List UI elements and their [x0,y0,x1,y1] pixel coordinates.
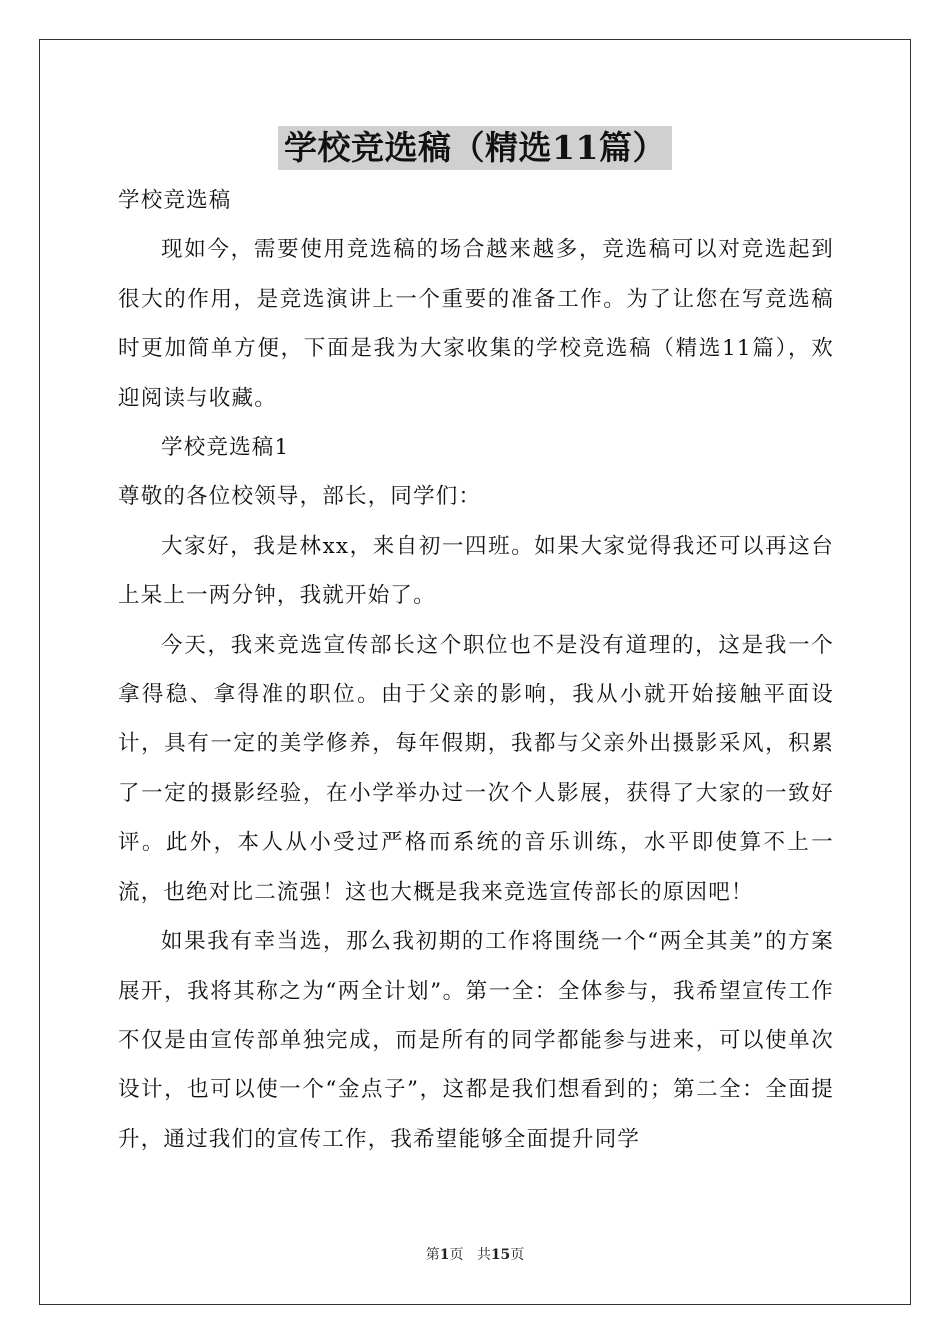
body-paragraph: 学校竞选稿1 [161,435,290,461]
footer-page-prefix: 第 [425,1247,440,1263]
body-paragraph: 如果我有幸当选，那么我初期的工作将围绕一个“两全其美”的方案展开，我将其称之为“两全计划”。第一全：全体参与，我希望宣传工作不仅是由宣传部单独完成，而是所有的同学都能参与进来，可以使单次设计，也可以使一个“金点子”，这都是我们想看到的；第二全：全面提升，通过我们的宣传工作，我希望能够全面提升同学 [118,929,834,1152]
body-paragraph: 尊敬的各位校领导，部长，同学们： [118,484,482,510]
footer-page-number: 1 [439,1247,450,1263]
footer-page-unit: 页 [449,1247,464,1263]
body-paragraph: 学校竞选稿 [118,188,232,213]
body-paragraph: 现如今，需要使用竞选稿的场合越来越多，竞选稿可以对竞选起到很大的作用，是竞选演讲上一个重要的准备工作。为了让您在写竞选稿时更加简单方便，下面是我为大家收集的学校竞选稿（精选11篇），欢迎阅读与收藏。 [118,237,834,411]
document-body [118,176,834,1164]
body-paragraph: 大家好，我是林xx，来自初一四班。如果大家觉得我还可以再这台上呆上一两分钟，我就开始了。 [118,533,834,609]
footer-total-pages: 15 [490,1247,511,1263]
title-container [0,126,950,170]
document-title: 学校竞选稿（精选11篇） [278,126,672,170]
footer-total-unit: 页 [510,1247,525,1263]
body-paragraph: 今天，我来竞选宣传部长这个职位也不是没有道理的，这是我一个拿得稳、拿得准的职位。由于父亲的影响，我从小就开始接触平面设计，具有一定的美学修养，每年假期，我都与父亲外出摄影采风，积累了一定的摄影经验，在小学举办过一次个人影展，获得了大家的一致好评。此外，本人从小受过严格而系统的音乐训练，水平即使算不上一流，也绝对比二流强！这也大概是我来竞选宣传部长的原因吧！ [118,632,834,905]
footer-total-prefix: 共 [476,1247,491,1263]
page-footer [0,1245,950,1265]
